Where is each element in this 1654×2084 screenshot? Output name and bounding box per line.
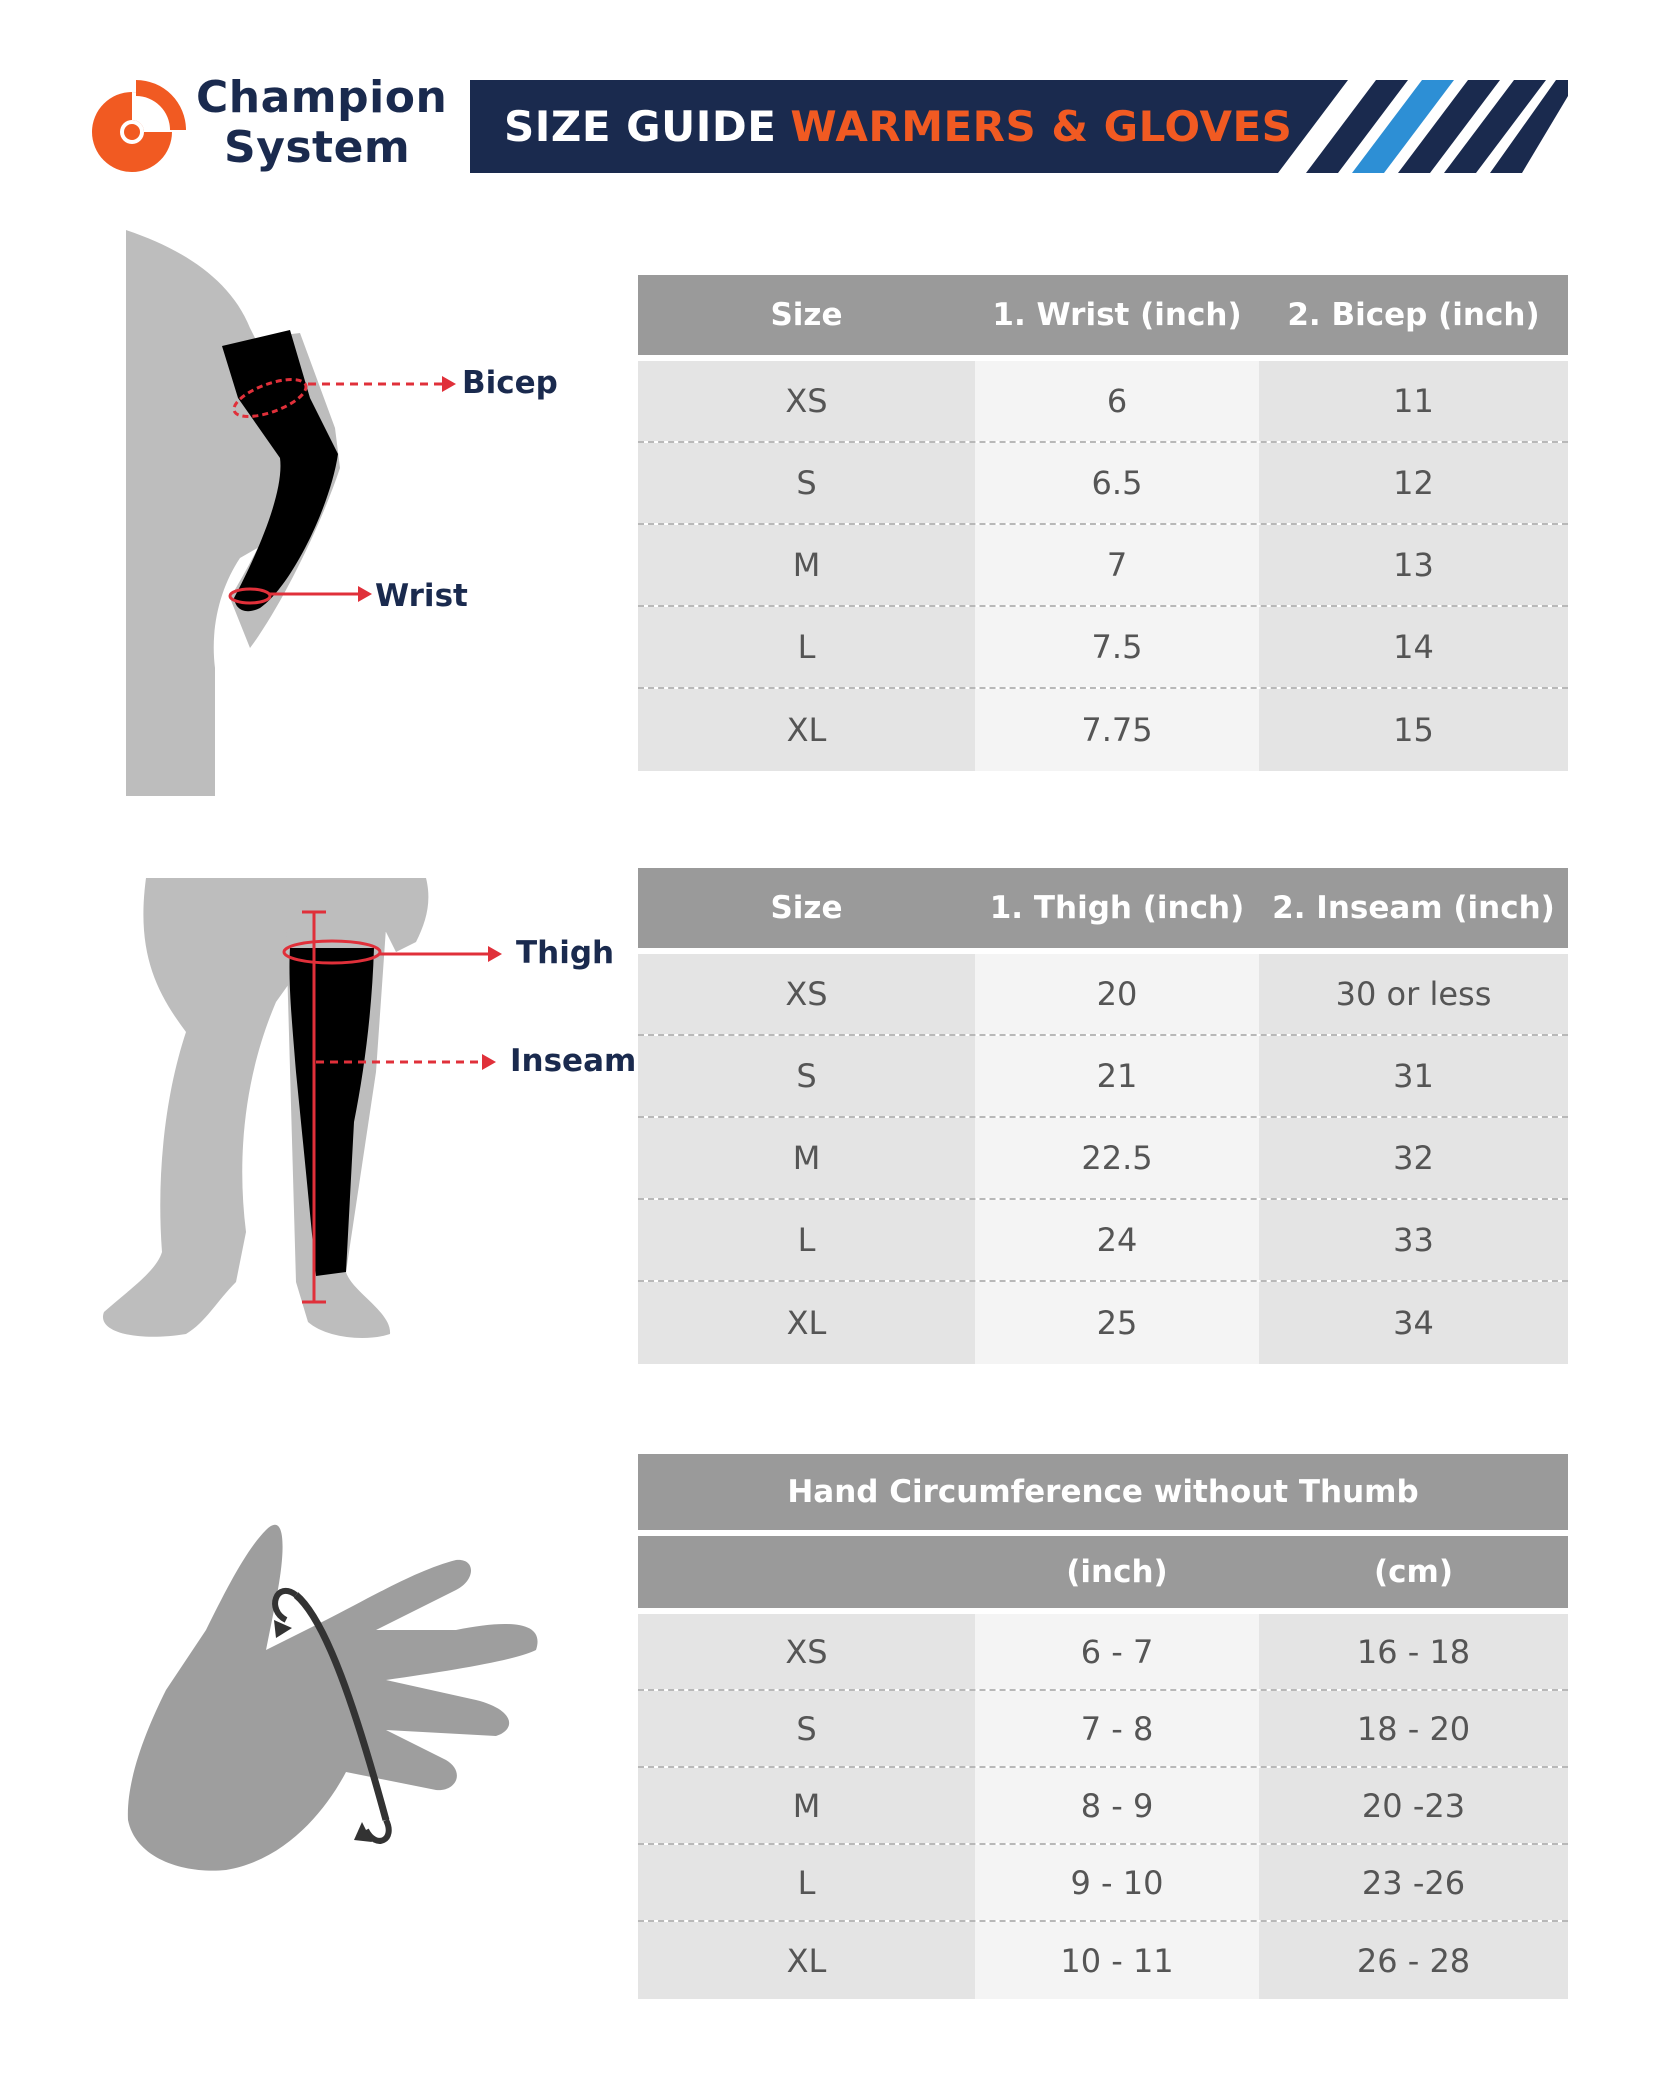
- cell-bicep: 14: [1259, 607, 1568, 687]
- thigh-label: Thigh: [516, 935, 615, 971]
- arm-illustration: [120, 228, 580, 798]
- cell-thigh: 25: [975, 1282, 1259, 1364]
- cell-inch: 10 - 11: [975, 1922, 1259, 1999]
- header-thigh: 1. Thigh (inch): [989, 890, 1245, 926]
- arm-size-table: [638, 275, 1568, 771]
- cell-cm: 26 - 28: [1259, 1922, 1568, 1999]
- table-header: [638, 868, 1568, 948]
- table-row: [638, 689, 1568, 771]
- table-row: [638, 954, 1568, 1036]
- cell-thigh: 20: [975, 954, 1259, 1034]
- table-row: [638, 1200, 1568, 1282]
- cell-size: S: [638, 1036, 975, 1116]
- hand-illustration: [126, 1510, 556, 1880]
- title-white: SIZE GUIDE: [504, 102, 777, 151]
- table-header: [638, 275, 1568, 355]
- cell-inseam: 34: [1259, 1282, 1568, 1364]
- table-row: [638, 1282, 1568, 1364]
- cell-size: XS: [638, 954, 975, 1034]
- cell-wrist: 7: [975, 525, 1259, 605]
- table-row: [638, 607, 1568, 689]
- table-row: [638, 443, 1568, 525]
- leg-size-table: [638, 868, 1568, 1364]
- cell-inseam: 30 or less: [1259, 954, 1568, 1034]
- table-row: [638, 1768, 1568, 1845]
- cell-size: M: [638, 1118, 975, 1198]
- header-size: Size: [770, 297, 843, 333]
- cell-thigh: 22.5: [975, 1118, 1259, 1198]
- cell-size: L: [638, 1200, 975, 1280]
- table-row: [638, 361, 1568, 443]
- cell-inch: 6 - 7: [975, 1614, 1259, 1689]
- cell-size: XL: [638, 689, 975, 771]
- cell-thigh: 24: [975, 1200, 1259, 1280]
- cell-size: XS: [638, 361, 975, 441]
- cell-size: L: [638, 1845, 975, 1920]
- cell-inseam: 31: [1259, 1036, 1568, 1116]
- cell-size: XS: [638, 1614, 975, 1689]
- header-cm: (cm): [1373, 1554, 1453, 1590]
- title-banner: [470, 80, 1568, 173]
- wrist-label: Wrist: [375, 578, 468, 614]
- cell-size: M: [638, 1768, 975, 1843]
- cell-cm: 16 - 18: [1259, 1614, 1568, 1689]
- cell-inseam: 33: [1259, 1200, 1568, 1280]
- table-row: [638, 1691, 1568, 1768]
- cell-bicep: 13: [1259, 525, 1568, 605]
- table-row: [638, 1845, 1568, 1922]
- cell-inseam: 32: [1259, 1118, 1568, 1198]
- cell-size: XL: [638, 1922, 975, 1999]
- table-row: [638, 1614, 1568, 1691]
- header-inseam: 2. Inseam (inch): [1272, 890, 1555, 926]
- cell-inch: 9 - 10: [975, 1845, 1259, 1920]
- cell-bicep: 11: [1259, 361, 1568, 441]
- cell-thigh: 21: [975, 1036, 1259, 1116]
- cell-size: S: [638, 443, 975, 523]
- table-row: [638, 525, 1568, 607]
- brand-logo: [86, 72, 446, 182]
- header-size: Size: [770, 890, 843, 926]
- table-header: [638, 1536, 1568, 1608]
- cell-cm: 18 - 20: [1259, 1691, 1568, 1766]
- table-row: [638, 1036, 1568, 1118]
- cell-inch: 7 - 8: [975, 1691, 1259, 1766]
- cell-cm: 20 -23: [1259, 1768, 1568, 1843]
- brand-mark-icon: [86, 72, 196, 182]
- cell-bicep: 15: [1259, 689, 1568, 771]
- header-bicep: 2. Bicep (inch): [1287, 297, 1540, 333]
- cell-wrist: 6: [975, 361, 1259, 441]
- cell-size: L: [638, 607, 975, 687]
- bicep-label: Bicep: [462, 365, 558, 401]
- table-row: [638, 1118, 1568, 1200]
- cell-wrist: 7.5: [975, 607, 1259, 687]
- page-title: [504, 102, 1292, 151]
- cell-wrist: 6.5: [975, 443, 1259, 523]
- table-row: [638, 1922, 1568, 1999]
- brand-name-line2: System: [224, 122, 411, 173]
- cell-inch: 8 - 9: [975, 1768, 1259, 1843]
- cell-size: S: [638, 1691, 975, 1766]
- cell-cm: 23 -26: [1259, 1845, 1568, 1920]
- inseam-label: Inseam: [510, 1043, 637, 1079]
- cell-size: M: [638, 525, 975, 605]
- hand-size-table: [638, 1454, 1568, 1999]
- title-orange: WARMERS & GLOVES: [790, 102, 1293, 151]
- cell-wrist: 7.75: [975, 689, 1259, 771]
- cell-size: XL: [638, 1282, 975, 1364]
- header-wrist: 1. Wrist (inch): [992, 297, 1242, 333]
- brand-name-line1: Champion: [196, 72, 448, 123]
- table-title: Hand Circumference without Thumb: [638, 1454, 1568, 1530]
- header-inch: (inch): [1066, 1554, 1168, 1590]
- cell-bicep: 12: [1259, 443, 1568, 523]
